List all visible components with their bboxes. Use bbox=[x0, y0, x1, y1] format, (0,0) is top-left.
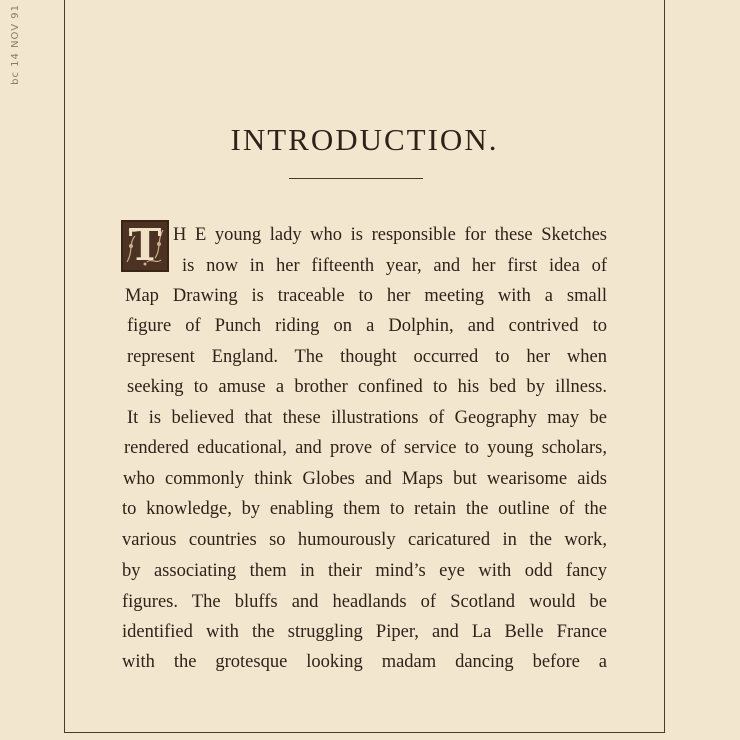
text-line: to knowledge, by enabling them to retain the outline of the bbox=[122, 499, 607, 519]
text-line: H E young lady who is responsible for these Sketches bbox=[173, 225, 607, 245]
margin-pencil-note: bc 14 NOV 91 bbox=[10, 4, 21, 85]
text-line: seeking to amuse a brother confined to his bed by illness. bbox=[127, 377, 607, 397]
text-line: identified with the struggling Piper, and La Belle France bbox=[122, 622, 607, 642]
text-line: rendered educational, and prove of service to young scholars, bbox=[124, 438, 607, 458]
drop-cap-letter: T bbox=[128, 220, 162, 271]
text-line: figures. The bluffs and headlands of Scotland would be bbox=[122, 592, 607, 612]
text-line: is now in her fifteenth year, and her first idea of bbox=[182, 256, 607, 276]
text-line: figure of Punch riding on a Dolphin, and contrived to bbox=[127, 316, 607, 336]
text-line: with the grotesque looking madam dancing before a bbox=[122, 652, 607, 672]
text-line: Map Drawing is traceable to her meeting with a small bbox=[125, 286, 607, 306]
text-line: represent England. The thought occurred to her when bbox=[127, 347, 607, 367]
drop-cap bbox=[121, 220, 169, 272]
title-divider bbox=[289, 178, 423, 179]
text-line: It is believed that these illustrations of Geography may be bbox=[127, 408, 607, 428]
text-line: by associating them in their mind’s eye with odd fancy bbox=[122, 561, 607, 581]
text-line: various countries so humourously caricatured in the work, bbox=[122, 530, 607, 550]
page-title: INTRODUCTION. bbox=[230, 122, 499, 157]
text-line: who commonly think Globes and Maps but wearisome aids bbox=[123, 469, 607, 489]
